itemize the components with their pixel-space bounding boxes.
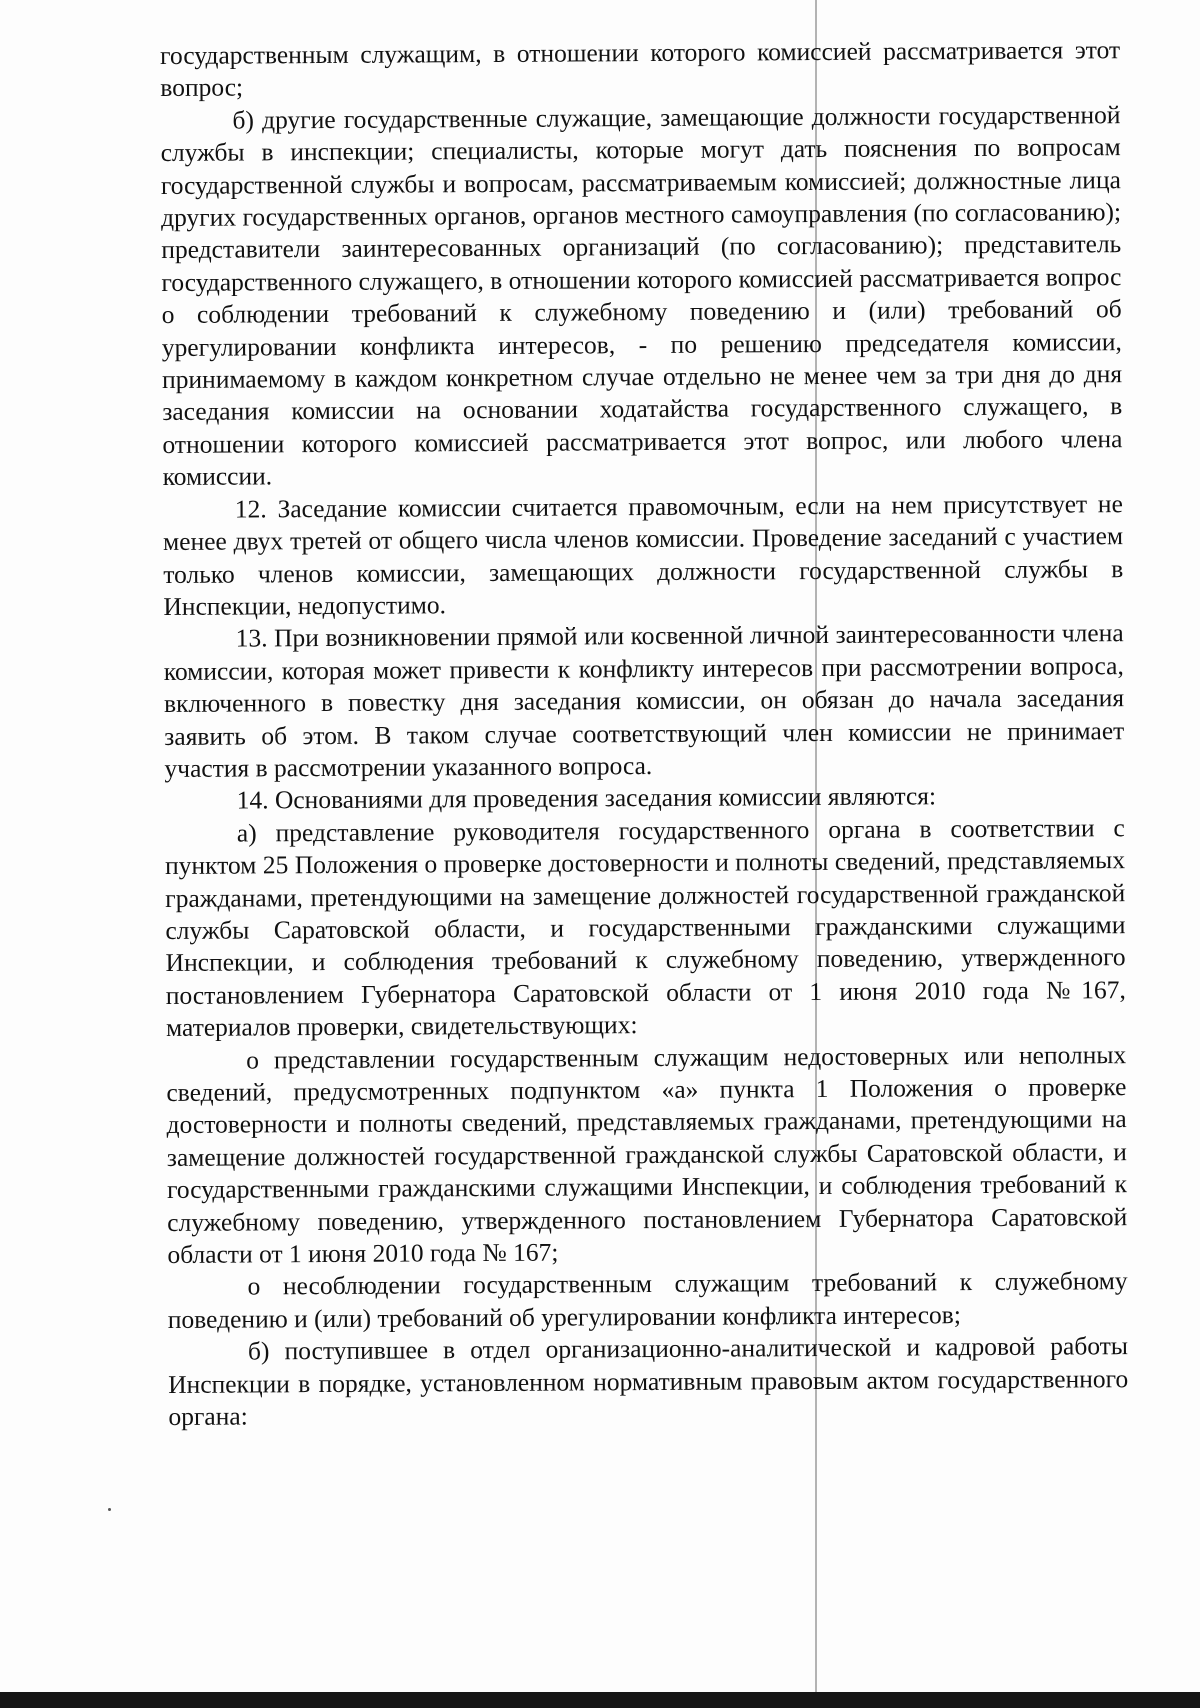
paragraph-11b-invitees: б) другие государственные служащие, замещающие должности государственной службы в инспекции; специалисты, которые могут дать пояснения по вопросам государственной службы и вопросам, рассматриваемым комиссией; должностные лица других государственных органов, органов местного самоуправления (по согласованию); представители заинтересованных организаций (по согласованию); представитель государственного служащего, в отношении которого комиссией рассматривается вопрос о соблюдении требований к служебному поведению и (или) требований об урегулировании конфликта интересов, - по решению председателя комиссии, принимаемому в каждом конкретном случае отдельно не менее чем за три дня до дня заседания комиссии на основании ходатайства государственного служащего, в отношении которого комиссией рассматривается этот вопрос, или любого члена комиссии. [160,99,1123,492]
paragraph-13-conflict: 13. При возникновении прямой или косвенной личной заинтересованности члена комиссии, которая может привести к конфликту интересов при рассмотрении вопроса, включенного в повестку дня заседания комиссии, он обязан до начала заседания заявить об этом. В таком случае соответствующий член комиссии не принимает участия в рассмотрении указанного вопроса. [163,618,1125,783]
paragraph-14b-received: б) поступившее в отдел организационно-аналитической и кадровой работы Инспекции в порядке, установленном нормативным правовым актом государственного органа: [168,1331,1129,1432]
scan-bottom-edge [0,1692,1200,1708]
paragraph-14a-false-info: о представлении государственным служащим недостоверных или неполных сведений, предусмотренных подпунктом «а» пункта 1 Положения о проверке достоверности и полноты сведений, представляемых гражданами, претендующими на замещение должностей государственной гражданской службы Саратовской области, и государственными гражданскими служащими Инспекции, и соблюдения требований к служебному поведению, утвержденного постановлением Губернатора Саратовской области от 1 июня 2010 года № 167; [166,1039,1128,1270]
paragraph-14a-submission: а) представление руководителя государственного органа в соответствии с пунктом 25 Положения о проверке достоверности и полноты сведений, представляемых гражданами, претендующими на замещение должностей государственной гражданской службы Саратовской области, и государственными гражданскими служащими Инспекции, и соблюдения требований к служебному поведению, утвержденного постановлением Губернатора Саратовской области от 1 июня 2010 года №167, материалов проверки, свидетельствующих: [164,812,1126,1043]
scan-speck [108,1508,111,1511]
paragraph-12-quorum: 12. Заседание комиссии считается правомочным, если на нем присутствует не менее двух третей от общего числа членов комиссии. Проведение заседаний с участием только членов комиссии, замещающих должности государственной службы в Инспекции, недопустимо. [162,488,1124,621]
paragraph-14-grounds: 14. Основаниями для проведения заседания комиссии являются: [236,781,937,815]
paragraph-continuation: государственным служащим, в отношении которого комиссией рассматривается этот вопрос; [160,35,1121,103]
document-body [160,34,1128,1433]
paragraph-14a-noncompliance: о несоблюдении государственным служащим требований к служебному поведению и (или) требований об урегулировании конфликта интересов; [167,1266,1128,1334]
